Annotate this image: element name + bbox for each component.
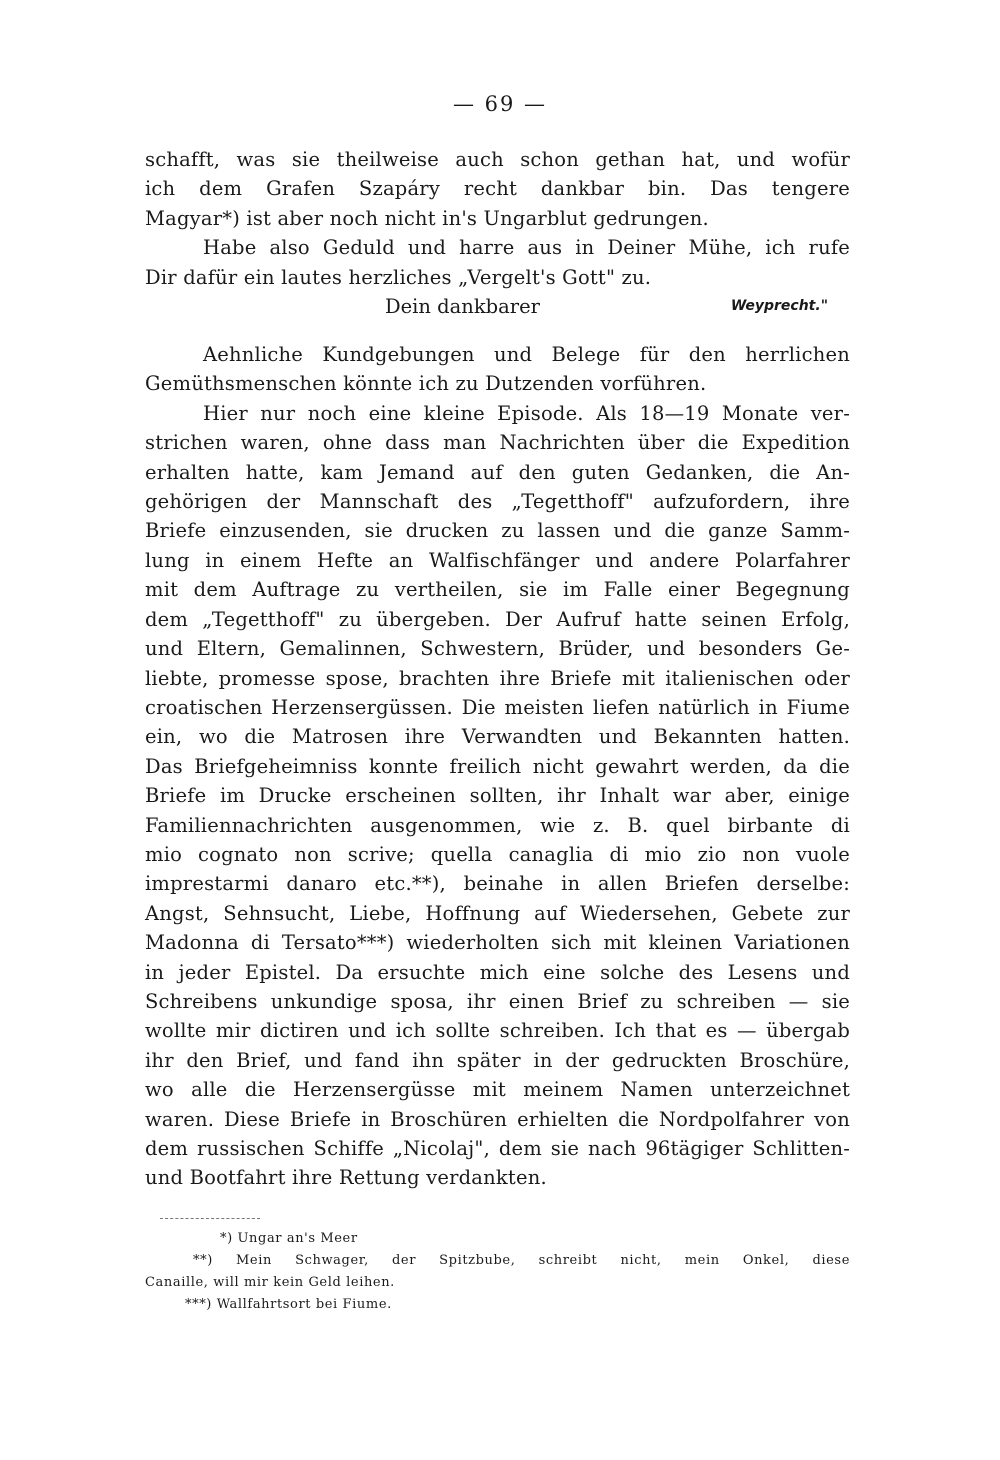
paragraph-line: mit dem Auftrage zu vertheilen, sie im Falle einer Begegnung bbox=[145, 578, 850, 602]
paragraph-line: Familiennachrichten ausgenommen, wie z. B. quel birbante di bbox=[145, 813, 850, 837]
paragraph-line: erhalten hatte, kam Jemand auf den guten Gedanken, die An- bbox=[145, 460, 850, 484]
footnote-divider bbox=[160, 1218, 260, 1219]
paragraph-line: Das Briefgeheimniss konnte freilich nicht gewahrt werden, da die bbox=[145, 754, 850, 778]
body-text bbox=[145, 145, 850, 1193]
footnote: *) Ungar an's Meer bbox=[220, 1231, 358, 1246]
letter-line: Habe also Geduld und harre aus in Deiner Mühe, ich rufe bbox=[203, 236, 850, 260]
paragraph-line: Hier nur noch eine kleine Episode. Als 18—19 Monate ver- bbox=[203, 401, 850, 425]
paragraph-line: wo alle die Herzensergüsse mit meinem Namen unterzeichnet bbox=[145, 1078, 850, 1102]
paragraph-line: gehörigen der Mannschaft des „Tegetthoff" aufzufordern, ihre bbox=[145, 490, 850, 514]
paragraph-line: Madonna di Tersato***) wiederholten sich mit kleinen Variationen bbox=[145, 931, 850, 955]
signature: Weyprecht." bbox=[730, 298, 828, 315]
paragraph-line: in jeder Epistel. Da ersuchte mich eine solche des Lesens und bbox=[145, 960, 850, 984]
footnote: **) Mein Schwager, der Spitzbube, schreibt nicht, mein Onkel, diese bbox=[193, 1253, 850, 1268]
paragraph-line: wollte mir dictiren und ich sollte schreiben. Ich that es — übergab bbox=[145, 1019, 850, 1043]
paragraph-line: waren. Diese Briefe in Broschüren erhielten die Nordpolfahrer von bbox=[145, 1107, 850, 1131]
footnote: Canaille, will mir kein Geld leihen. bbox=[145, 1275, 395, 1290]
letter-closing bbox=[145, 292, 850, 326]
paragraph-line: croatischen Herzensergüssen. Die meisten liefen natürlich in Fiume bbox=[145, 695, 850, 719]
paragraph-line: dem „Tegetthoff" zu übergeben. Der Aufruf hatte seinen Erfolg, bbox=[145, 607, 850, 631]
page-number: — 69 — bbox=[452, 92, 548, 116]
paragraph-line: Angst, Sehnsucht, Liebe, Hoffnung auf Wiedersehen, Gebete zur bbox=[145, 901, 850, 925]
paragraph-line: und Eltern, Gemalinnen, Schwestern, Brüder, und besonders Ge- bbox=[145, 637, 850, 661]
footnotes bbox=[145, 1228, 850, 1316]
letter-line: schafft, was sie theilweise auch schon gethan hat, und wofür bbox=[145, 148, 850, 171]
footnote: ***) Wallfahrtsort bei Fiume. bbox=[185, 1297, 392, 1312]
letter-line: ich dem Grafen Szapáry recht dankbar bin. Das tengere bbox=[145, 177, 850, 201]
paragraph-line: Aehnliche Kundgebungen und Belege für den herrlichen bbox=[203, 343, 850, 367]
paragraph-line: Briefe im Drucke erscheinen sollten, ihr Inhalt war aber, einige bbox=[145, 784, 850, 808]
paragraph-line: Schreibens unkundige sposa, ihr einen Brief zu schreiben — sie bbox=[145, 989, 850, 1013]
paragraph-line: liebte, promesse spose, brachten ihre Briefe mit italienischen oder bbox=[145, 666, 850, 690]
paragraph-line: ein, wo die Matrosen ihre Verwandten und Bekannten hatten. bbox=[145, 725, 850, 749]
paragraph-line: dem russischen Schiffe „Nicolaj", dem sie nach 96tägiger Schlitten- bbox=[145, 1137, 850, 1160]
paragraph-line: imprestarmi danaro etc.**), beinahe in allen Briefen derselbe: bbox=[145, 872, 850, 896]
paragraph-line: Gemüthsmenschen könnte ich zu Dutzenden vorführen. bbox=[145, 372, 707, 396]
paragraph-line: lung in einem Hefte an Walfischfänger und andere Polarfahrer bbox=[145, 548, 850, 572]
paragraph-line: strichen waren, ohne dass man Nachrichten über die Expedition bbox=[145, 431, 850, 455]
paragraph-line: ihr den Brief, und fand ihn später in der gedruckten Broschüre, bbox=[145, 1048, 850, 1072]
letter-line: Dir dafür ein lautes herzliches „Vergelt's Gott" zu. bbox=[145, 265, 652, 289]
closing-text: Dein dankbarer bbox=[385, 295, 540, 319]
paragraph-line: und Bootfahrt ihre Rettung verdankten. bbox=[145, 1166, 547, 1190]
paragraph-line: mio cognato non scrive; quella canaglia di mio zio non vuole bbox=[145, 842, 850, 866]
paragraph-line: Briefe einzusenden, sie drucken zu lassen und die ganze Samm- bbox=[145, 519, 850, 543]
letter-line: Magyar*) ist aber noch nicht in's Ungarblut gedrungen. bbox=[145, 206, 709, 230]
